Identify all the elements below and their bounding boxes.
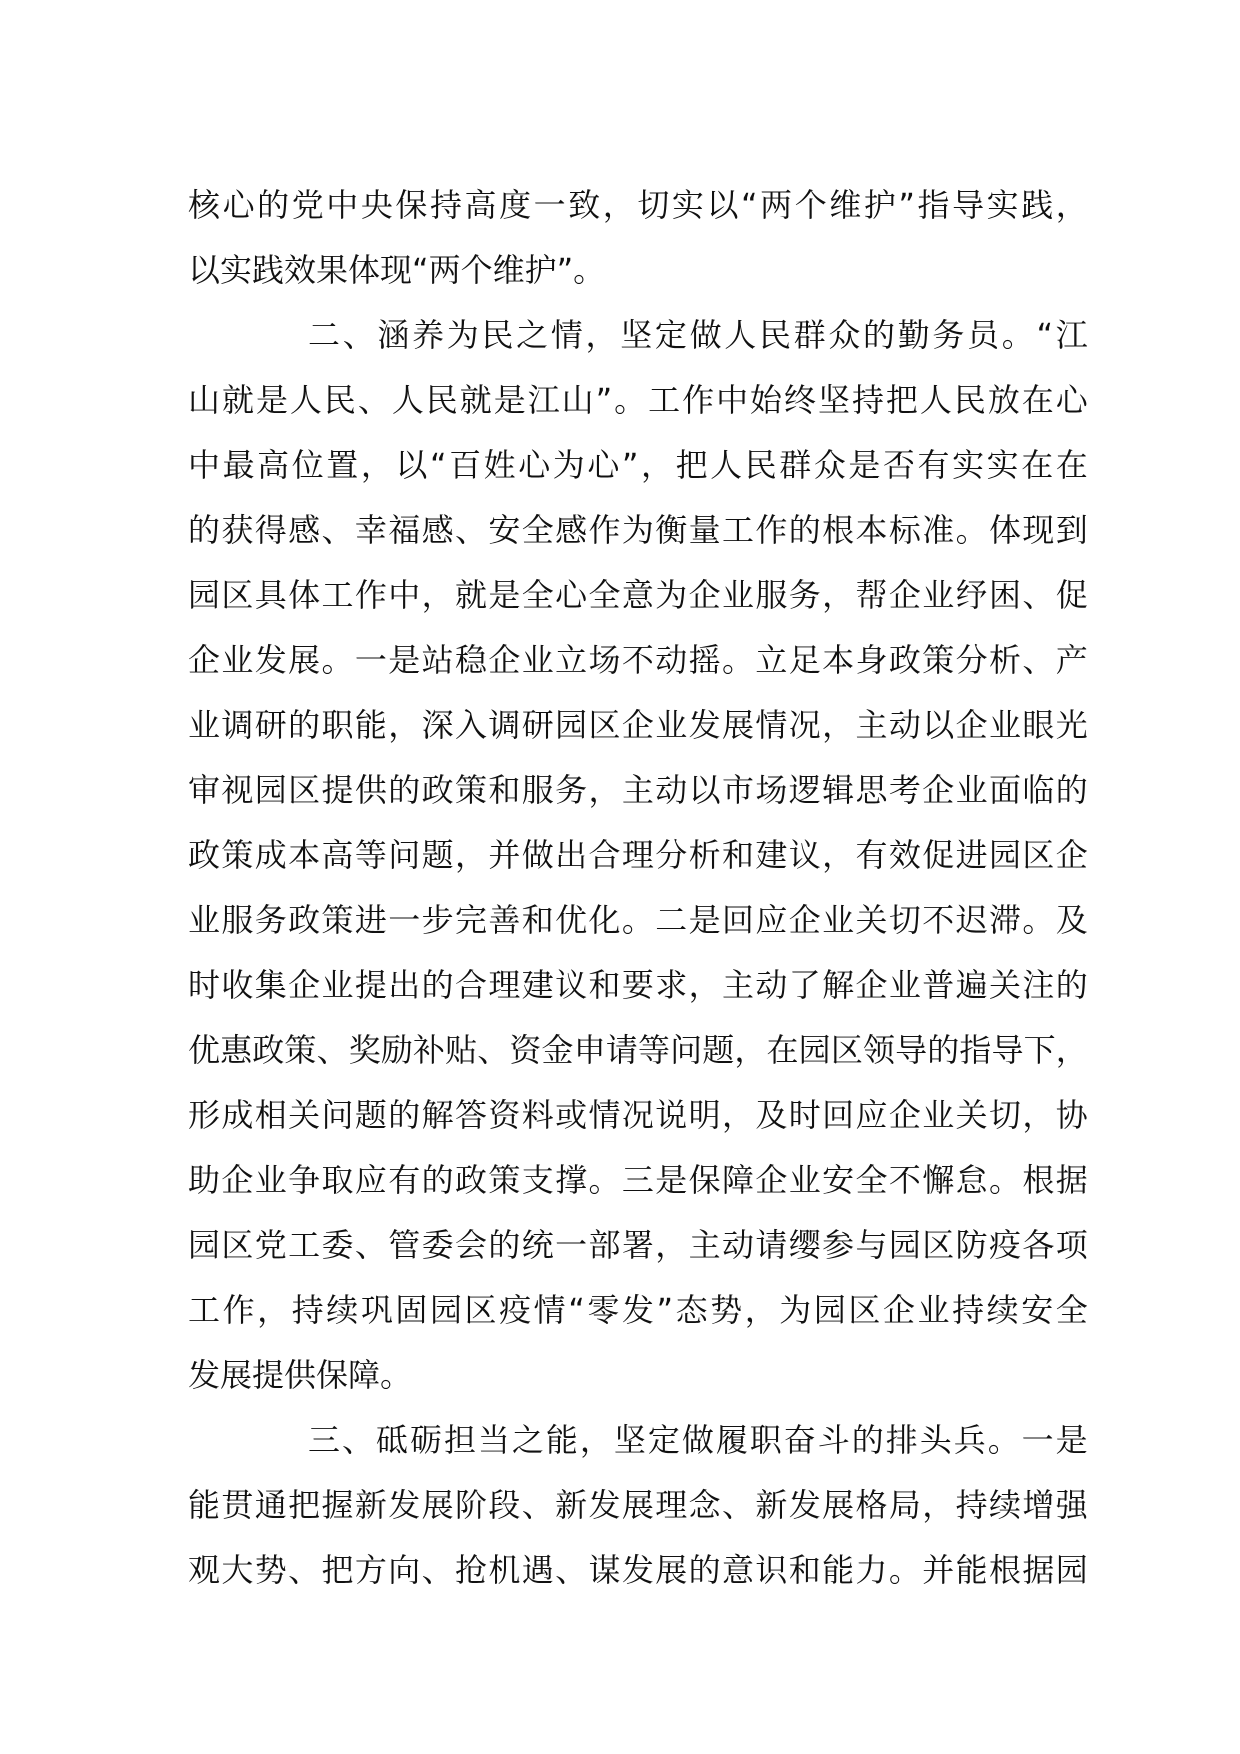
paragraph-end-line: 以实践效果体现“两个维护”。 (188, 251, 606, 289)
text-line: 中 最 高 位 置 ， 以 “ 百 姓 心 为 心 ” ， 把 人 民 群 众 是 否 有 实 实 在 在 (188, 446, 1088, 484)
text-line: 业 服 务 政 策 进 一 步 完 善 和 优 化 。 二 是 回 应 企 业 关 切 不 迟 滞 。 及 (188, 901, 1088, 939)
text-line: 能 贯 通 把 握 新 发 展 阶 段 、 新 发 展 理 念 、 新 发 展 格 局 ， 持 续 增 强 (188, 1486, 1088, 1524)
text-line: 政 策 成 本 高 等 问 题 ， 并 做 出 合 理 分 析 和 建 议 ， 有 效 促 进 园 区 企 (188, 836, 1088, 874)
text-line: 的 获 得 感 、 幸 福 感 、 安 全 感 作 为 衡 量 工 作 的 根 本 标 准 。 体 现 到 (188, 511, 1088, 549)
text-line: 优 惠 政 策 、 奖 励 补 贴 、 资 金 申 请 等 问 题 ， 在 园 区 领 导 的 指 导 下 ， (188, 1031, 1088, 1069)
section-heading-line: 二 、 涵 养 为 民 之 情 ， 坚 定 做 人 民 群 众 的 勤 务 员 。 “ 江 (308, 316, 1088, 354)
text-line: 企 业 发 展 。 一 是 站 稳 企 业 立 场 不 动 摇 。 立 足 本 身 政 策 分 析 、 产 (188, 641, 1088, 679)
document-body (188, 173, 1088, 1603)
text-line: 审 视 园 区 提 供 的 政 策 和 服 务 ， 主 动 以 市 场 逻 辑 思 考 企 业 面 临 的 (188, 771, 1088, 809)
paragraph-end-line: 发展提供保障。 (188, 1356, 413, 1394)
text-line: 业 调 研 的 职 能 ， 深 入 调 研 园 区 企 业 发 展 情 况 ， 主 动 以 企 业 眼 光 (188, 706, 1088, 744)
text-line: 时 收 集 企 业 提 出 的 合 理 建 议 和 要 求 ， 主 动 了 解 企 业 普 遍 关 注 的 (188, 966, 1088, 1004)
text-line: 形 成 相 关 问 题 的 解 答 资 料 或 情 况 说 明 ， 及 时 回 应 企 业 关 切 ， 协 (188, 1096, 1088, 1134)
text-line: 工 作 ， 持 续 巩 固 园 区 疫 情 “ 零 发 ” 态 势 ， 为 园 区 企 业 持 续 安 全 (188, 1291, 1088, 1329)
text-line: 助 企 业 争 取 应 有 的 政 策 支 撑 。 三 是 保 障 企 业 安 全 不 懈 怠 。 根 据 (188, 1161, 1088, 1199)
section-heading-line: 三 、 砥 砺 担 当 之 能 ， 坚 定 做 履 职 奋 斗 的 排 头 兵 。 一 是 (308, 1421, 1088, 1459)
text-line: 核 心 的 党 中 央 保 持 高 度 一 致 ， 切 实 以 “ 两 个 维 护 ” 指 导 实 践 ， (188, 186, 1088, 224)
text-line: 观 大 势 、 把 方 向 、 抢 机 遇 、 谋 发 展 的 意 识 和 能 力 。 并 能 根 据 园 (188, 1551, 1088, 1589)
text-line: 园 区 具 体 工 作 中 ， 就 是 全 心 全 意 为 企 业 服 务 ， 帮 企 业 纾 困 、 促 (188, 576, 1088, 614)
text-line: 园 区 党 工 委 、 管 委 会 的 统 一 部 署 ， 主 动 请 缨 参 与 园 区 防 疫 各 项 (188, 1226, 1088, 1264)
text-line: 山 就 是 人 民 、 人 民 就 是 江 山 ” 。 工 作 中 始 终 坚 持 把 人 民 放 在 心 (188, 381, 1088, 419)
